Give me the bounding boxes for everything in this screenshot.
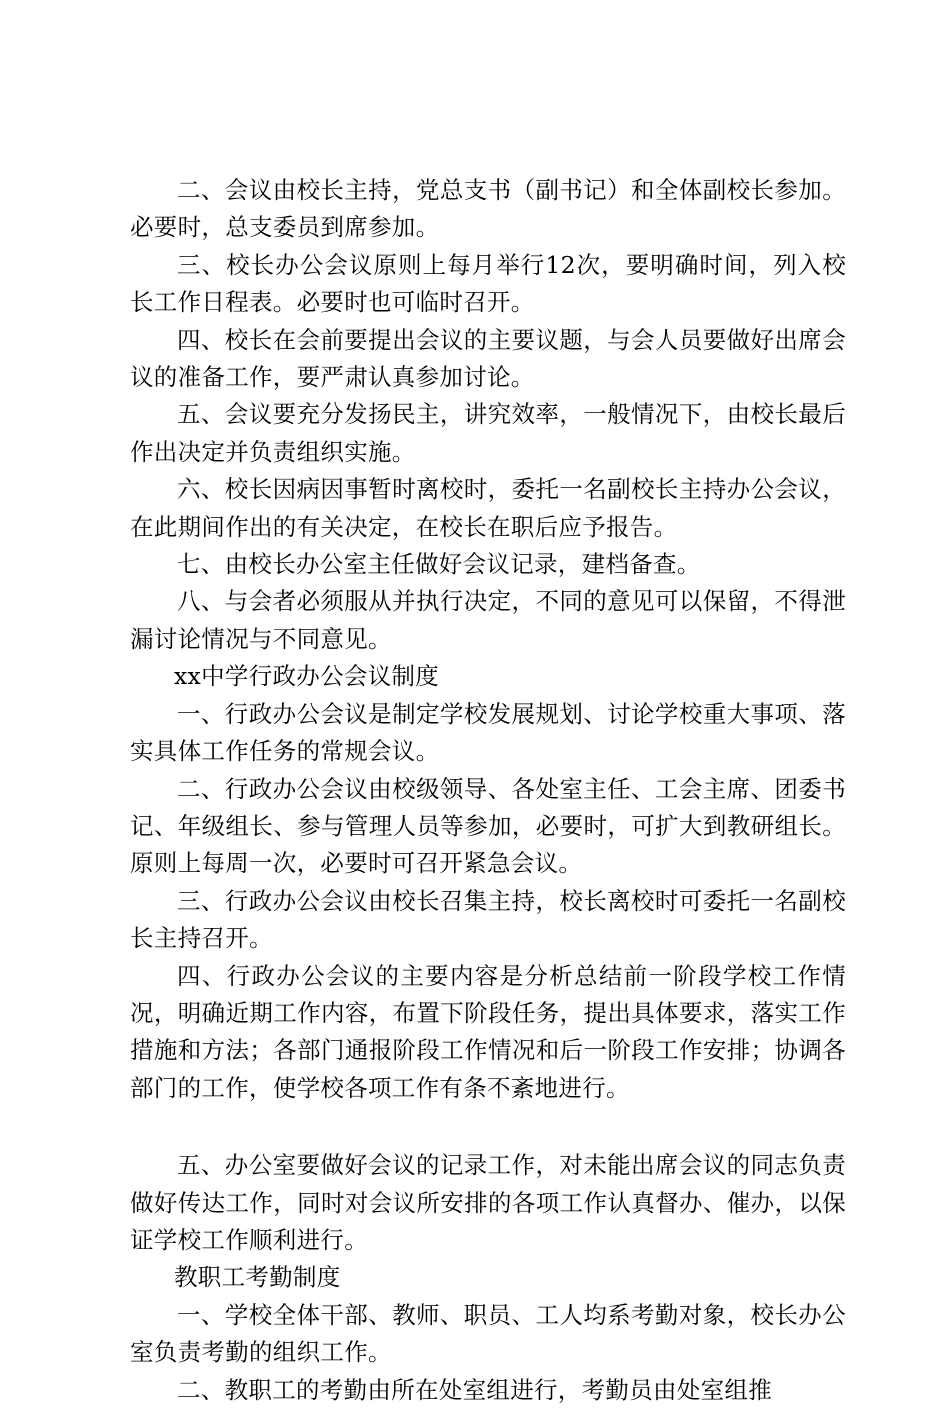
paragraph-meeting-frequency: 三、校长办公会议原则上每月举行12次，要明确时间，列入校长工作日程表。必要时也可临时召开。 (130, 250, 846, 317)
paragraph-admin-participants: 二、行政办公会议由校级领导、各处室主任、工会主席、团委书记、年级组长、参与管理人员等参加，必要时，可扩大到教研组长。原则上每周一次，必要时可召开紧急会议。 (130, 774, 846, 878)
paragraph-gap (130, 1107, 846, 1147)
document-body (130, 172, 846, 1409)
paragraph-attendance-process: 二、教职工的考勤由所在处室组进行，考勤员由处室组推 (177, 1375, 772, 1404)
paragraph-meeting-agenda: 四、校长在会前要提出会议的主要议题，与会人员要做好出席会议的准备工作，要严肃认真参加讨论。 (130, 325, 846, 392)
paragraph-meeting-democracy: 五、会议要充分发扬民主，讲究效率，一般情况下，由校长最后作出决定并负责组织实施。 (130, 400, 846, 466)
paragraph-meeting-records: 七、由校长办公室主任做好会议记录，建档备查。 (177, 550, 701, 579)
paragraph-attendance-scope: 一、学校全体干部、教师、职员、工人均系考勤对象，校长办公室负责考勤的组织工作。 (130, 1300, 846, 1367)
paragraph-meeting-host: 二、会议由校长主持，党总支书（副书记）和全体副校长参加。必要时，总支委员到席参加。 (130, 176, 846, 242)
paragraph-admin-office-duty: 五、办公室要做好会议的记录工作，对未能出席会议的同志负责做好传达工作，同时对会议所安排的各项工作认真督办、催办，以保证学校工作顺利进行。 (130, 1151, 846, 1254)
paragraph-admin-definition: 一、行政办公会议是制定学校发展规划、讨论学校重大事项、落实具体工作任务的常规会议。 (130, 699, 846, 766)
paragraph-admin-chair: 三、行政办公会议由校长召集主持，校长离校时可委托一名副校长主持召开。 (130, 886, 846, 953)
paragraph-admin-content: 四、行政办公会议的主要内容是分析总结前一阶段学校工作情况，明确近期工作内容，布置下阶段任务，提出具体要求，落实工作措施和方法；各部门通报阶段工作情况和后一阶段工作安排；协调各部门的工作，使学校各项工作有条不紊地进行。 (130, 961, 846, 1102)
paragraph-principal-absence: 六、校长因病因事暂时离校时，委托一名副校长主持办公会议，在此期间作出的有关决定，在校长在职后应予报告。 (130, 475, 846, 541)
paragraph-meeting-discipline: 八、与会者必须服从并执行决定，不同的意见可以保留，不得泄漏讨论情况与不同意见。 (130, 587, 846, 653)
section-heading-attendance: 教职工考勤制度 (174, 1263, 341, 1292)
section-heading-admin-meeting: xx中学行政办公会议制度 (174, 662, 440, 691)
